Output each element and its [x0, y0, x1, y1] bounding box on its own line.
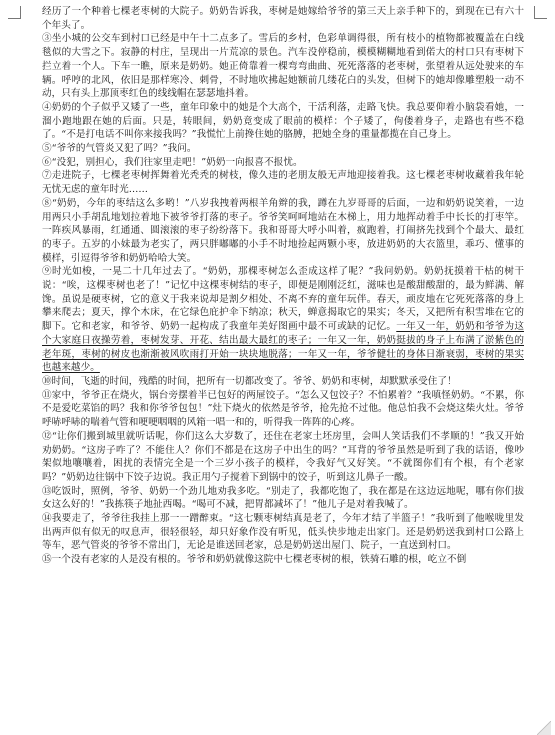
paragraph-6: ⑥“没犯，别担心，我们往家里走吧！”奶奶一向报喜不报忧。 [42, 156, 303, 168]
crop-mark-top-right [534, 6, 547, 19]
paragraph-13: ⑬吃饭时，照例，爷爷、奶奶一个劲儿地劝我多吃。“别走了，我都吃饱了，我在都是在这边远地呢，哪有你们拔女这么好的！”我拣筷子地扯西喝。“喝可不减，把胃都减坏了！”他儿子是对着我喊了。 [42, 485, 524, 511]
paragraph-8: ⑧“奶奶，今年的枣结这么多哟！”八岁我拽着两根羊角辫的我，蹲在九岁哥哥的后面，一边和奶奶说笑着，一边用两只小手胡乱地划拉着地下被爷爷打落的枣子。爷爷笑呵呵地站在木梯上，用力地挥动着手中长长的打枣竿。一阵疾风暴雨，红通通、圆滚滚的枣子纷纷落下。我和哥哥大呼小叫着，疯跑着，打闹挤先找到个个最大、最红的枣子。五岁的小妹最为老实了，两只胖嘟嘟的小手不时地捡起两颗小枣，放进奶奶的大衣篮里，乖巧、懂事的模样，引逗得爷爷和奶奶哈哈大笑。 [42, 197, 524, 264]
paragraph-intro: 经历了一个种着七棵老枣树的大院子。奶奶告诉我，枣树是她嫁给爷爷的第三天上亲手种下的，到现在已有六十个年头了。 [42, 6, 524, 31]
underlined-passage: 一年又一年，奶奶和爷爷为这个大家庭日夜操劳着，枣树发芽、开花、结出最大最红的枣子；一年又一年，奶奶挺拔的身子上布满了淤紫色的老年斑，枣树的树皮也渐渐被风吹雨打开始一块块地脱落；一年又一年，爷爷健壮的身体日渐衰弱，枣树的果实也越来越少。 [42, 321, 524, 374]
paragraph-4: ④奶奶的个子似乎又矮了一些，童年印象中的她是个大高个，干活利落，走路飞快。我总要仰着小脑袋看她，一溜小跑地跟在她的后面。只是，转眼间，奶奶竟变成了眼前的模样：个子矮了，佝偻着身子，走路也有些不稳了。“不是打电话不叫你来接我吗？”我慌忙上前搀住她的胳膊，把她全身的重量都揽在自己身上。 [42, 101, 524, 141]
paragraph-10: ⑩时间，飞逝的时间，残酷的时间，把所有一切都改变了。爷爷、奶奶和枣树，却默默承受住了！ [42, 375, 457, 387]
paragraph-5: ⑤“爷爷的气管炎又犯了吗？”我问。 [42, 143, 197, 155]
paragraph-15: ⑮一个没有老家的人是没有根的。爷爷和奶奶就像这院中七棵老枣树的根，铁骑石雕的根，屹立不倒 [42, 554, 467, 566]
paragraph-11: ⑪家中，爷爷正在烧火，锅台旁摆着半已包好的两屉饺子。“怎么又包饺子？不怕累着？”我嗔怪奶奶。“不累，你不是爱吃菜馅的吗？我和你爷爷包包！”灶下烧火的依然是爷爷，抢先抢不过他。他总怕我不会烧这柴火灶。爷爷呼哧呼哧的喘着气管和哽哽咽咽的风箱一唱一和的，听得我一阵阵的心疼。 [42, 389, 524, 429]
paragraph-12: ⑫“让你们搬到城里就听话呢，你们这么大岁数了，还住在老家土坯房里，会叫人笑话我们不孝顺的！”我又开始劝奶奶。“这房子咋了？不能住人？你们不都是在这房子中出生的吗？”耳背的爷爷虽然是听到了我的话语，像吵架似地嚷嚷着，困扰的表情完全是一个三岁小孩子的模样，令我好气又好笑。“不就图你们有个根，有个老家吗？”奶奶边往锅中下饺子边说。我正用勺子搅着下到锅中的饺子，听到这儿鼻子一酸。 [42, 430, 524, 483]
paragraph-9 [42, 265, 524, 375]
article-body [42, 5, 524, 567]
paragraph-7: ⑦走进院子，七棵老枣树挥舞着光秃秃的树枝，像久违的老朋友般无声地迎接着我。这七棵老枣树收藏着我年轮无忧无虑的童年时光…… [42, 170, 524, 196]
paragraph-9-text: ⑨时光如梭，一晃二十几年过去了。“奶奶，那棵枣树怎么歪成这样了呢？”我问奶奶。奶奶抚摸着干枯的树干说：“唉，这棵枣树也老了！”记忆中这棵枣树结的枣子，即便是刚刚泛红，滋味也是酸甜酸甜的，最为鲜满、解馋。虽说是硬枣树，它的意义于我来说却是割夕相处、不离不弃的童年玩伴。春天，顽皮地在它死死落落的身上攀来爬去；夏天，撑个木床，在它绿色庇护伞下纳凉；秋天，蝉意揭取它的果实；冬天，又把所有积雪堆在它的脚下。它和老家，和爷爷、奶奶一起构成了我童年美好图画中最不可或缺的记忆。 [42, 266, 524, 333]
crop-mark-top-left [8, 6, 21, 19]
page-corner-icon [537, 721, 551, 735]
paragraph-3: ③坐小城的公交车到村口已经是中午十二点多了。雪后的乡村，色彩单调得很，所有枝小的植物都被覆盖在白线毯似的大雪之下。寂静的村庄，呈现出一片荒凉的景色。汽车没停稳前，模模糊糊地看到偌大的村口只有枣树下拦立着一个人。下车一瞧，原来是奶奶。她正倚靠着一棵弯弯曲曲、死死落落的老枣树，张望着从远处驶来的车辆。呼哼的北风，依旧是那样寒冷、刺骨，不时地吹拂起她额前几缕花白的头发，但树下的她却像雕塑般一动不动，只有头上那顶枣红色的线线帽在瑟瑟地抖着。 [42, 33, 524, 100]
paragraph-14: ⑭我要走了，爷爷往我挂上那一一蹭醉束。“这七颗枣树结真是老了，今年才结了半篮子！”我听到了他喉咙里发出两声似有似无的叹息声，很轻很轻，却只好象作没有听见，低头快步地走出家门。还是奶奶送我到村口公路上等车，恶气管炎的爷爷不常出门，无论是谁送回老家，总是奶奶送出屋门、院子，一直送到村口。 [42, 513, 524, 552]
